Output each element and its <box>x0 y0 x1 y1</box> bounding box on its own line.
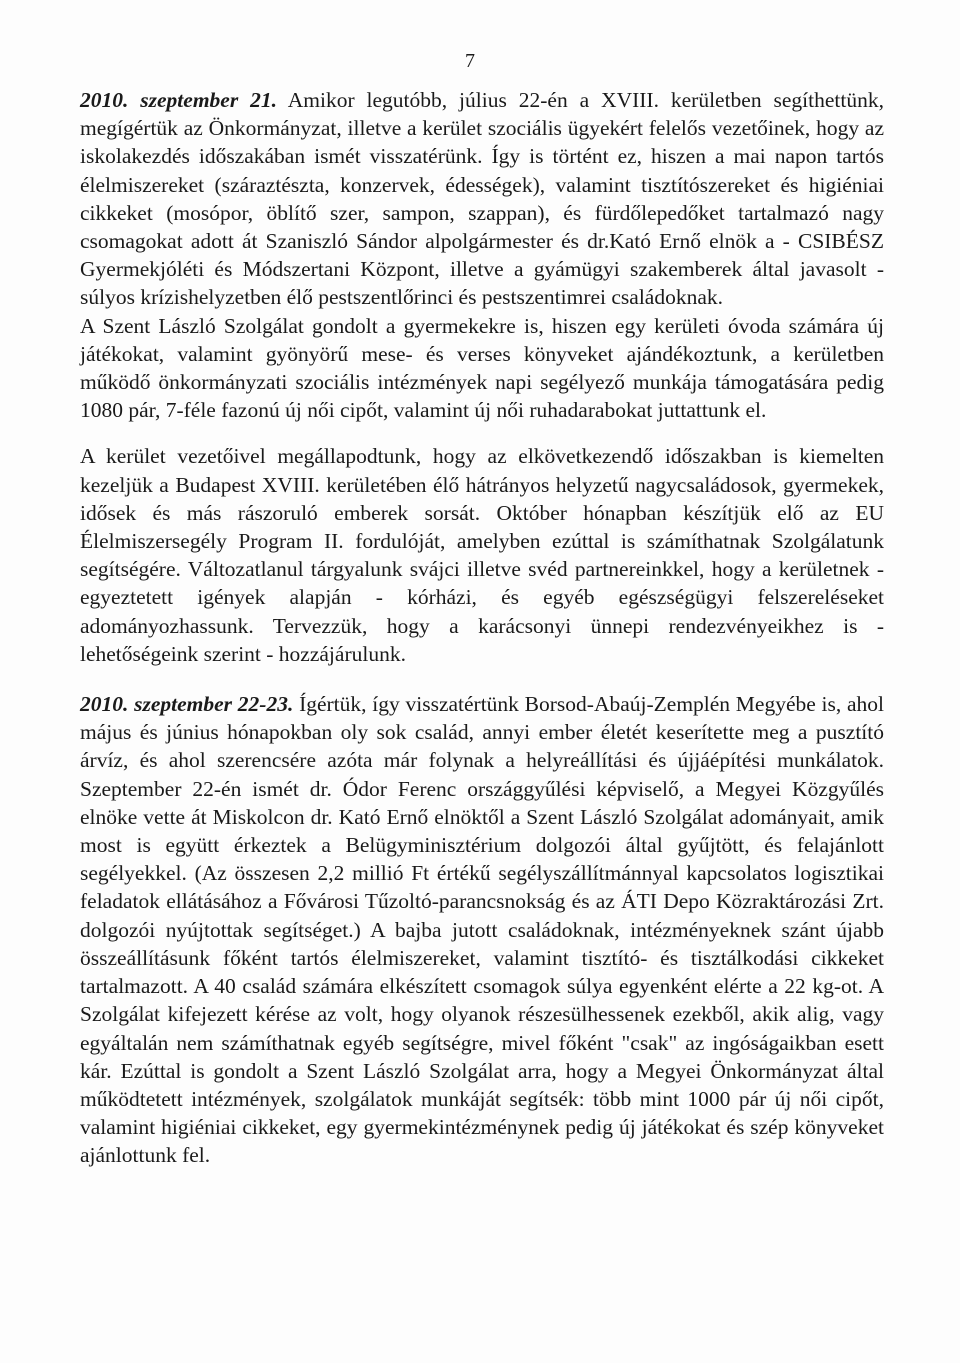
paragraph-text: A kerület vezetőivel megállapodtunk, hogy az elkövetkezendő időszakban is kiemelten kezeljük a Budapest XVIII. kerületében élő hátrányos helyzetű nagycsaládosok, gyermekek, idősek és más rászoruló emberek sorsát. Október hónapban készítjük elő az EU Élelmiszersegély Program II. fordulóját, amelyben ezúttal is számíthatnak Szolgálatunk segítségére. Változatlanul tárgyalunk svájci illetve svéd partnereinkkel, hogy a kerületnek - egyeztetett igények alapján - kórházi, és egyéb egészségügyi felszereléseket adományozhassunk. Tervezzük, hogy a karácsonyi ünnepi rendezvényeikhez is - lehetőségeink szerint - hozzájárulunk. <box>80 444 884 666</box>
paragraph-agreement <box>80 442 884 668</box>
paragraph-date: 2010. szeptember 21. <box>80 88 277 112</box>
page-number: 7 <box>465 50 475 72</box>
paragraph-text: Ígértük, így visszatértünk Borsod-Abaúj-Zemplén Megyébe is, ahol május és június hónapokban oly sok család, annyi ember életét keserítette meg a pusztító árvíz, és ahol szerencsére azóta már folynak a helyreállítási és újjáépítési munkálatok. Szeptember 22-én ismét dr. Ódor Ferenc országgyűlési képviselő, a Megyei Közgyűlés elnöke vette át Miskolcon dr. Kató Ernő elnöktől a Szent László Szolgálat adományait, amik most is együtt érkeztek a Belügyminisztérium dolgozói által gyűjtött, és felajánlott segélyekkel. (Az összesen 2,2 millió Ft értékű segélyszállítmánnyal kapcsolatos logisztikai feladatok ellátásához a Fővárosi Tűzoltó-parancsnokság és az ÁTI Depo Közraktározási Zrt. dolgozói nyújtottak segítséget.) A bajba jutott családoknak, intézményeknek szánt újabb összeállításunk főként tartós élelmiszereket, valamint tisztító- és tisztálkodási cikkeket tartalmazott. A 40 család számára elkészített csomagok súlya egyenként elérte a 22 kg-ot. A Szolgálat kifejezett kérése az volt, hogy olyanok részesülhessenek ezekből, akik alig, vagy egyáltalán nem számíthatnak egyéb segítségre, mivel főként "csak" az ingóságaikban esett kár. Ezúttal is gondolt a Szent László Szolgálat arra, hogy a Megyei Önkormányzat által működtetett intézmények, szolgálatok munkáját segítsék: több mint 1000 pár új női cipőt, valamint higiéniai cikkeket, egy gyermekintézménynek pedig új játékokat és szép könyveket ajánlottunk fel. <box>80 692 885 1168</box>
paragraph-sept-21 <box>80 86 884 312</box>
paragraph-sept-22-23 <box>80 690 884 1169</box>
paragraph-date: 2010. szeptember 22-23. <box>80 692 294 717</box>
document-body <box>80 86 884 1170</box>
paragraph-gifts <box>80 312 884 425</box>
paragraph-text: Amikor legutóbb, július 22-én a XVIII. kerületben segíthettünk, megígértük az Önkormányzat, illetve a kerület szociális ügyekért felelős vezetőinek, hogy az iskolakezdés időszakában ismét visszatérünk. Így is történt ez, hiszen a mai napon tartós élelmiszereket (száraztészta, konzervek, édességek), valamint tisztítószereket és higiéniai cikkeket (mosópor, öblítő szer, sampon, szappan), és fürdőlepedőket tartalmazó nagy csomagokat adott át Szaniszló Sándor alpolgármester és dr.Kató Ernő elnök a - CSIBÉSZ Gyermekjóléti és Módszertani Központ, illetve a gyámügyi szakemberek által javasolt - súlyos krízishelyzetben élő pestszentlőrinci és pestszentimrei családoknak. <box>80 88 884 310</box>
paragraph-text: A Szent László Szolgálat gondolt a gyermekekre is, hiszen egy kerületi óvoda számára új játékokat, valamint gyönyörű mese- és verses könyveket ajándékoztunk, a kerületben működő önkormányzati szociális intézmények napi segélyező munkája támogatására pedig 1080 pár, 7-féle fazonú új női cipőt, valamint új női ruhadarabokat juttattunk el. <box>80 313 884 423</box>
